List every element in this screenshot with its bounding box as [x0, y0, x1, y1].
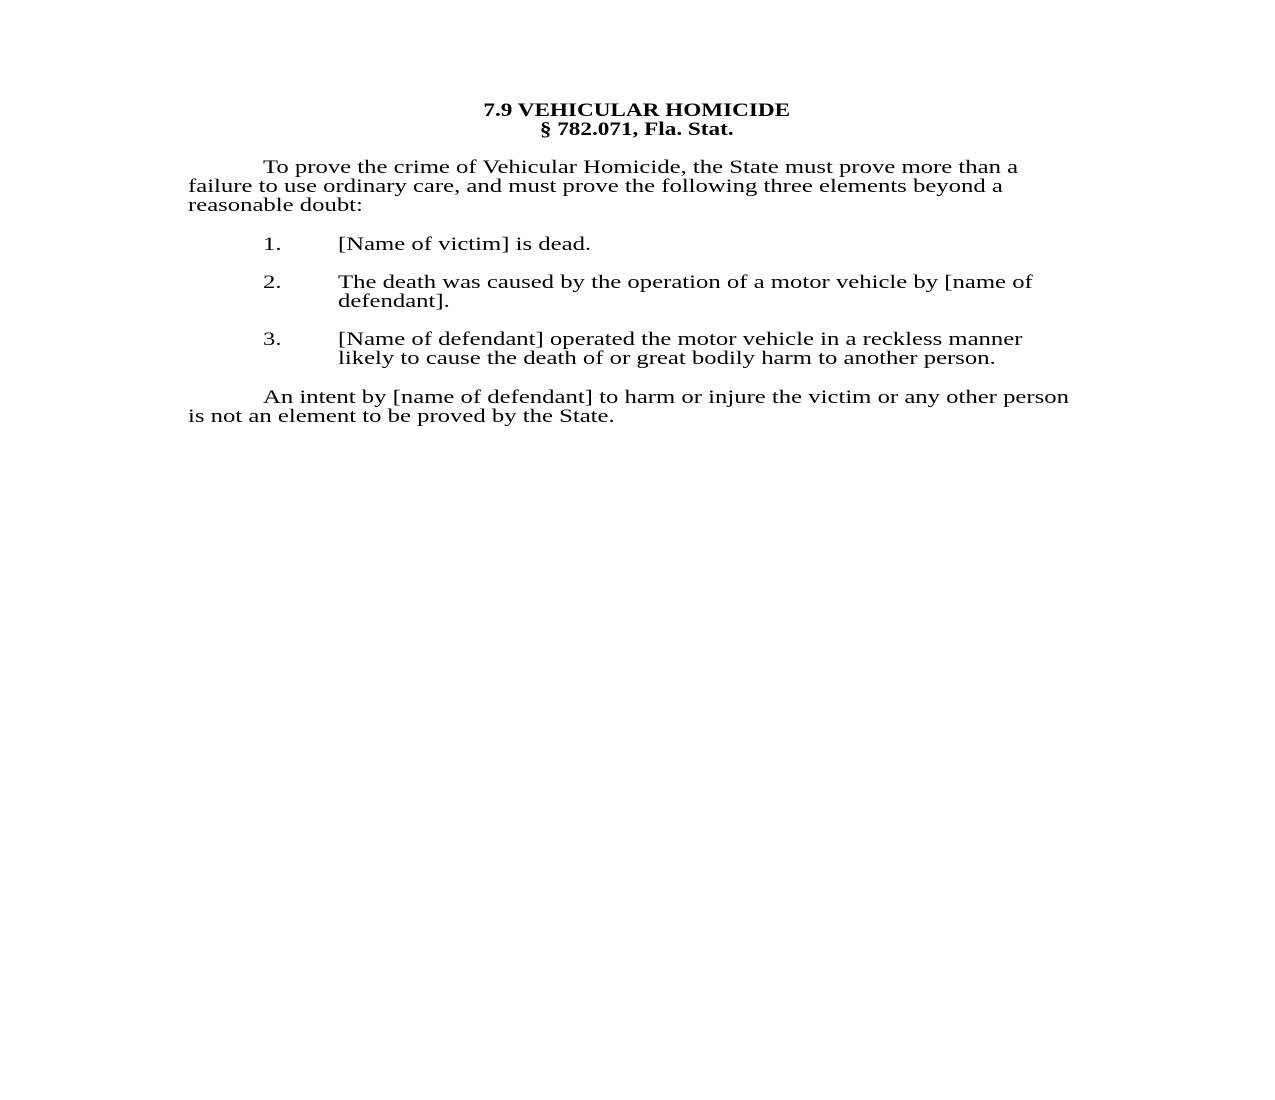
element-text: [Name of victim] is dead.: [338, 234, 592, 255]
element-text: [Name of defendant] operated the motor vehicle in a reckless manner: [338, 329, 1023, 350]
statute-reference: § 782.071, Fla. Stat.: [539, 119, 734, 140]
element-number: 1.: [263, 234, 282, 255]
page-title: 7.9 VEHICULAR HOMICIDE: [483, 100, 791, 121]
element-number: 2.: [263, 272, 282, 293]
element-text: defendant].: [338, 291, 450, 312]
intro-line: reasonable doubt:: [188, 195, 363, 216]
intro-line: failure to use ordinary care, and must prove the following three elements beyond a: [188, 176, 1003, 197]
closing-line: is not an element to be proved by the State.: [188, 406, 615, 427]
intro-line: To prove the crime of Vehicular Homicide, the State must prove more than a: [263, 157, 1019, 178]
element-text: likely to cause the death of or great bodily harm to another person.: [338, 348, 996, 369]
element-number: 3.: [263, 329, 282, 350]
element-text: The death was caused by the operation of a motor vehicle by [name of: [338, 272, 1033, 293]
closing-line: An intent by [name of defendant] to harm or injure the victim or any other person: [263, 387, 1069, 408]
